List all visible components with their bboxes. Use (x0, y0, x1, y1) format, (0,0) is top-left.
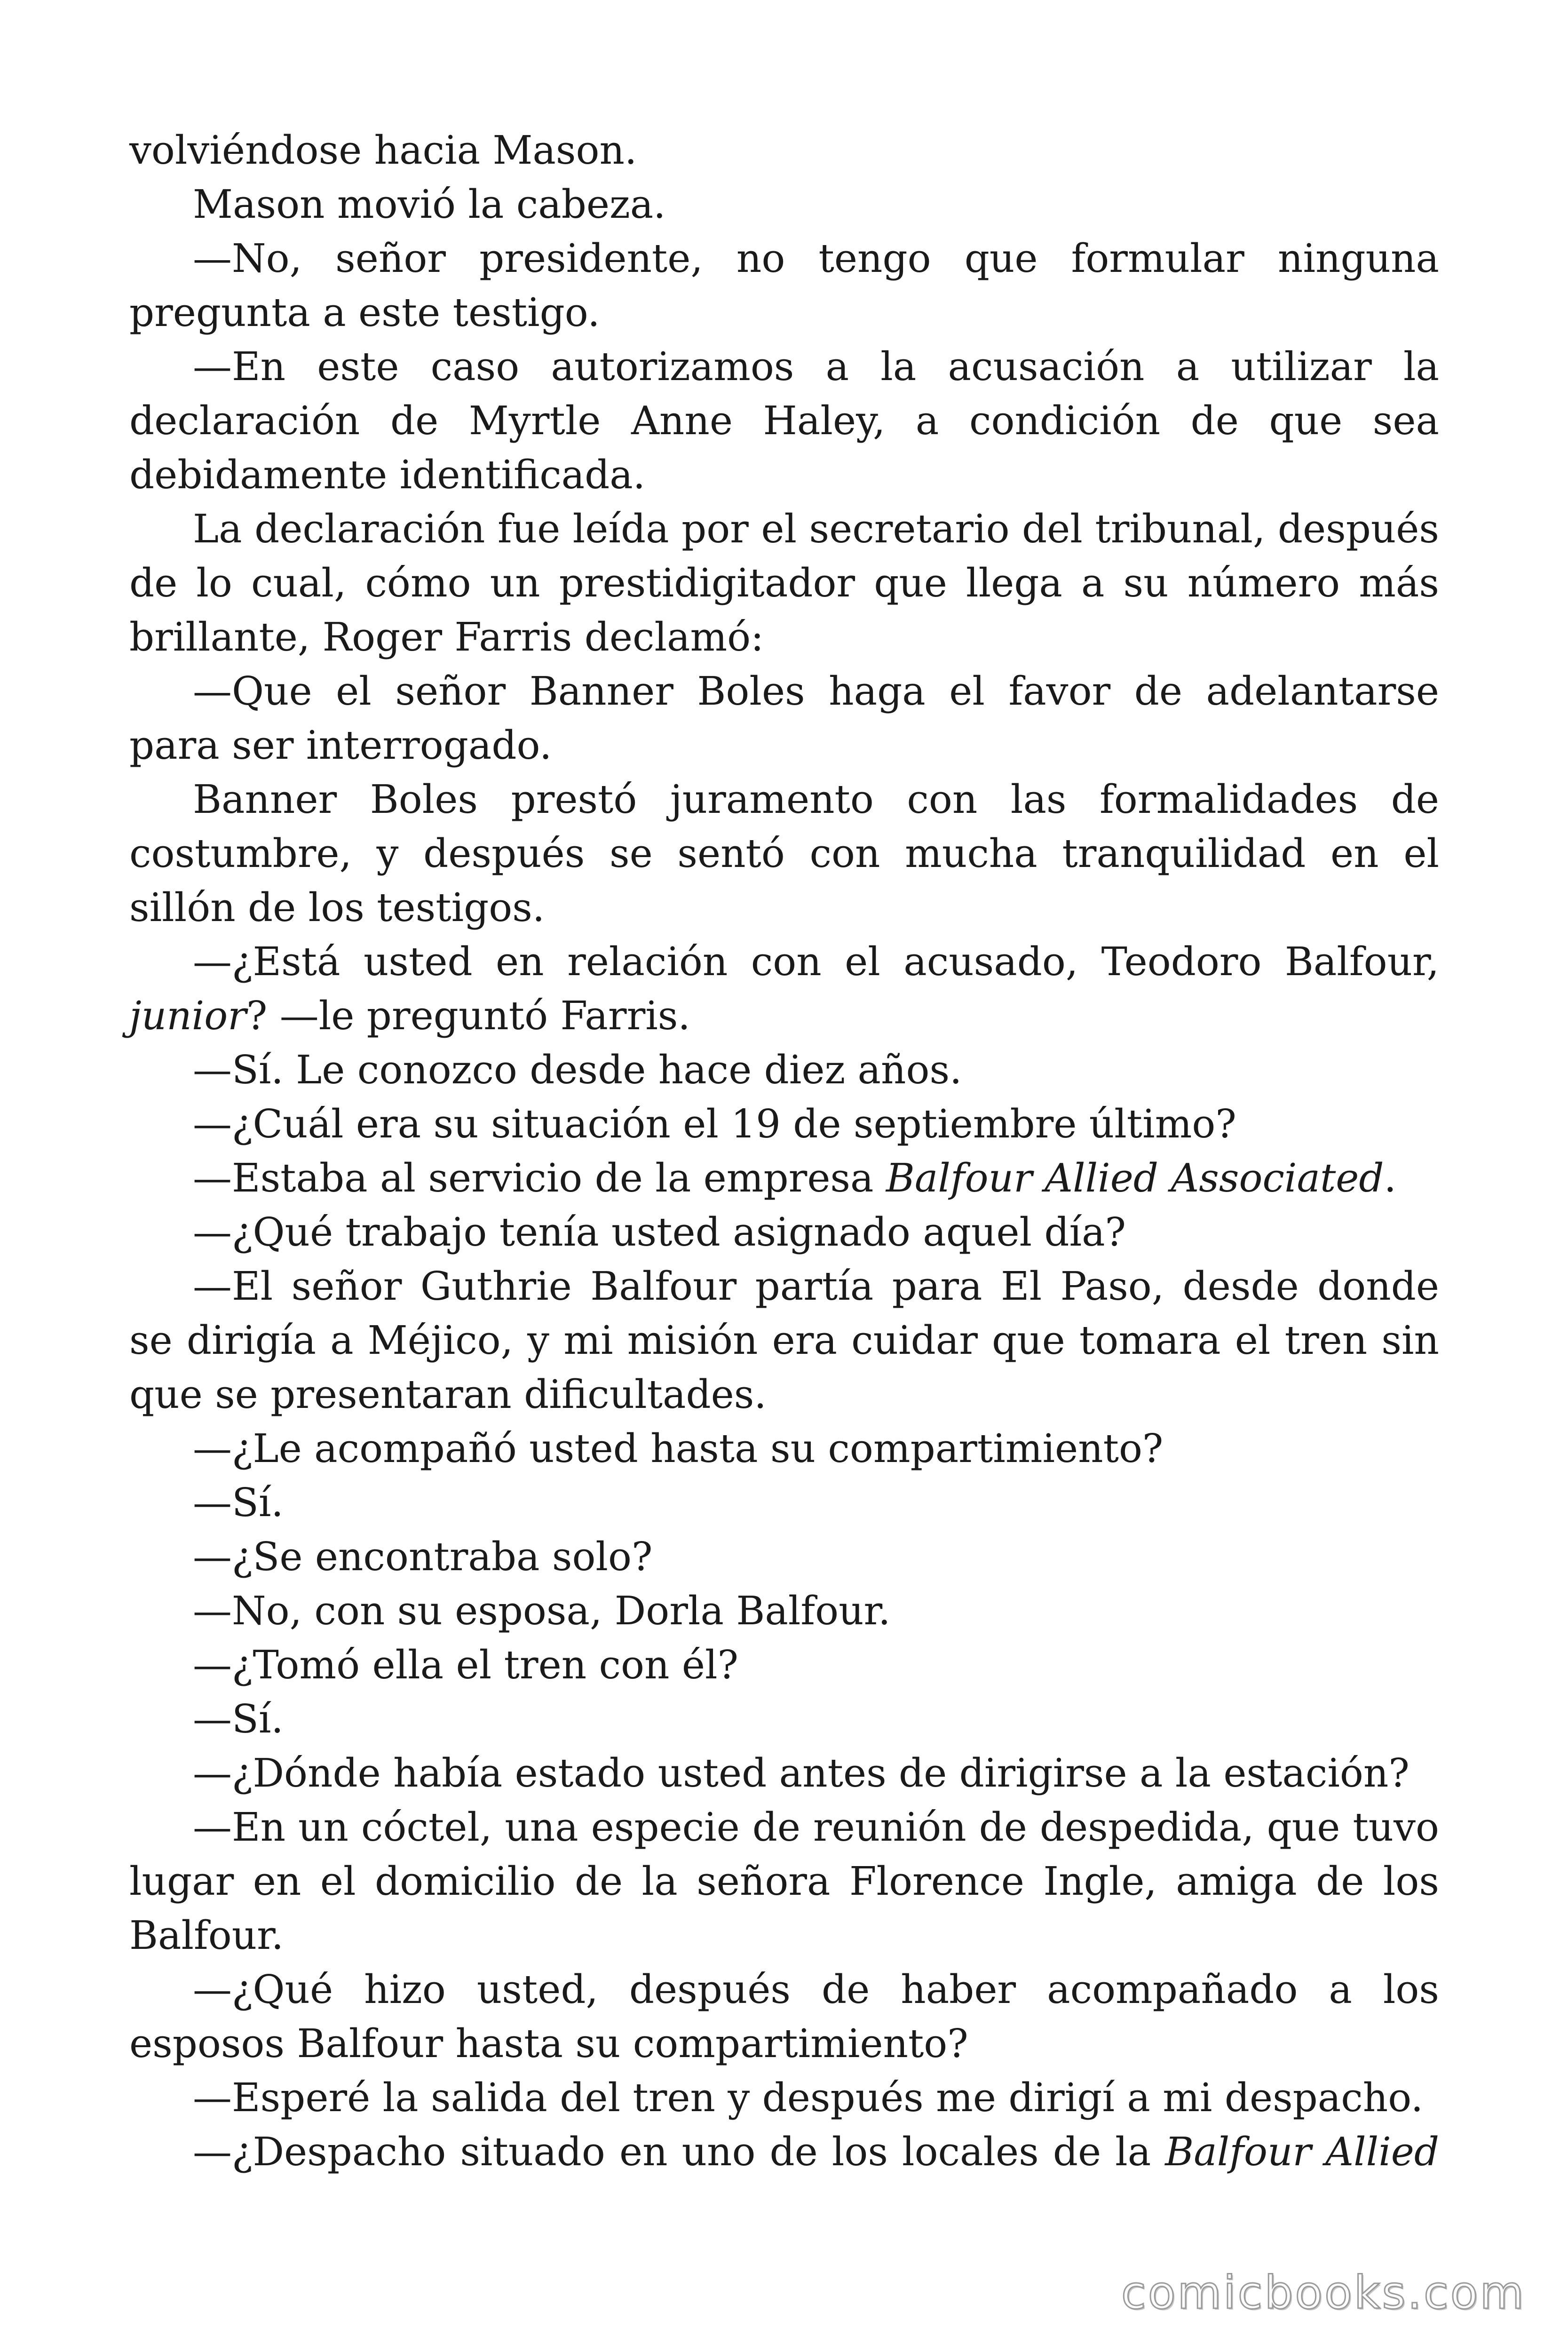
text-segment: —Esperé la salida del tren y después me dirigí a mi despacho. (193, 2075, 1424, 2121)
text-segment: —¿Despacho situado en uno de los locales de la (193, 2129, 1165, 2175)
paragraph (129, 935, 1439, 1043)
text-segment: —En este caso autorizamos a la acusación a utilizar la declaración de Myrtle Anne Haley, a condición de que sea debidamente identificada. (129, 344, 1439, 498)
book-page-text (129, 123, 1439, 2179)
paragraph (129, 1638, 1439, 1692)
italic-text: junior (129, 993, 246, 1039)
text-segment: —Sí. (193, 1480, 284, 1526)
paragraph (129, 123, 1439, 177)
text-segment: —Que el señor Banner Boles haga el favor de adelantarse para ser interrogado. (129, 668, 1439, 768)
text-segment: —¿Está usted en relación con el acusado, Teodoro Balfour, (193, 939, 1439, 985)
paragraph (129, 177, 1439, 231)
paragraph (129, 231, 1439, 340)
text-segment: volviéndose hacia Mason. (129, 127, 637, 173)
italic-text: Balfour Allied (1165, 2129, 1440, 2175)
text-segment: —¿Dónde había estado usted antes de dirigirse a la estación? (193, 1750, 1410, 1796)
paragraph (129, 1097, 1439, 1151)
paragraph (129, 1151, 1439, 1205)
text-segment: —Sí. (193, 1696, 284, 1742)
paragraph (129, 1800, 1439, 1963)
paragraph (129, 1963, 1439, 2071)
text-segment: —El señor Guthrie Balfour partía para El Paso, desde donde se dirigía a Méjico, y mi misión era cuidar que tomara el tren sin que se presentaran dificultades. (129, 1263, 1439, 1417)
paragraph (129, 1259, 1439, 1422)
paragraph (129, 1584, 1439, 1638)
text-segment: —¿Qué trabajo tenía usted asignado aquel día? (193, 1209, 1126, 1255)
text-segment: —Estaba al servicio de la empresa (193, 1155, 886, 1201)
paragraph (129, 1746, 1439, 1800)
text-segment: La declaración fue leída por el secretario del tribunal, después de lo cual, cómo un prestidigitador que llega a su número más brillante, Roger Farris declamó: (129, 506, 1439, 660)
paragraph (129, 1205, 1439, 1259)
watermark: comicbooks.com (1121, 2266, 1526, 2319)
text-segment: —¿Qué hizo usted, después de haber acompañado a los esposos Balfour hasta su compartimiento? (129, 1967, 1439, 2066)
paragraph (129, 2071, 1439, 2125)
text-segment: —No, señor presidente, no tengo que formular ninguna pregunta a este testigo. (129, 236, 1439, 335)
paragraph (129, 2125, 1439, 2179)
paragraph (129, 340, 1439, 502)
text-segment: —Sí. Le conozco desde hace diez años. (193, 1047, 962, 1093)
text-segment: —¿Le acompañó usted hasta su compartimiento? (193, 1426, 1164, 1471)
text-segment: Mason movió la cabeza. (193, 182, 666, 227)
paragraph (129, 1422, 1439, 1476)
paragraph (129, 502, 1439, 664)
text-segment: —En un cóctel, una especie de reunión de despedida, que tuvo lugar en el domicilio de la señora Florence Ingle, amiga de los Balfour. (129, 1804, 1439, 1958)
text-segment: . (1384, 1155, 1396, 1201)
text-segment: Banner Boles prestó juramento con las formalidades de costumbre, y después se sentó con mucha tranquilidad en el sillón de los testigos. (129, 777, 1439, 930)
italic-text: Balfour Allied Associated (886, 1155, 1384, 1201)
paragraph (129, 1043, 1439, 1097)
paragraph (129, 664, 1439, 772)
paragraph (129, 1530, 1439, 1584)
text-segment: —¿Se encontraba solo? (193, 1534, 653, 1580)
text-segment: ? —le preguntó Farris. (246, 993, 690, 1039)
text-segment: —¿Tomó ella el tren con él? (193, 1642, 739, 1688)
text-segment: —No, con su esposa, Dorla Balfour. (193, 1588, 891, 1634)
paragraph (129, 772, 1439, 935)
text-segment: —¿Cuál era su situación el 19 de septiembre último? (193, 1101, 1236, 1147)
paragraph (129, 1476, 1439, 1530)
paragraph (129, 1692, 1439, 1746)
